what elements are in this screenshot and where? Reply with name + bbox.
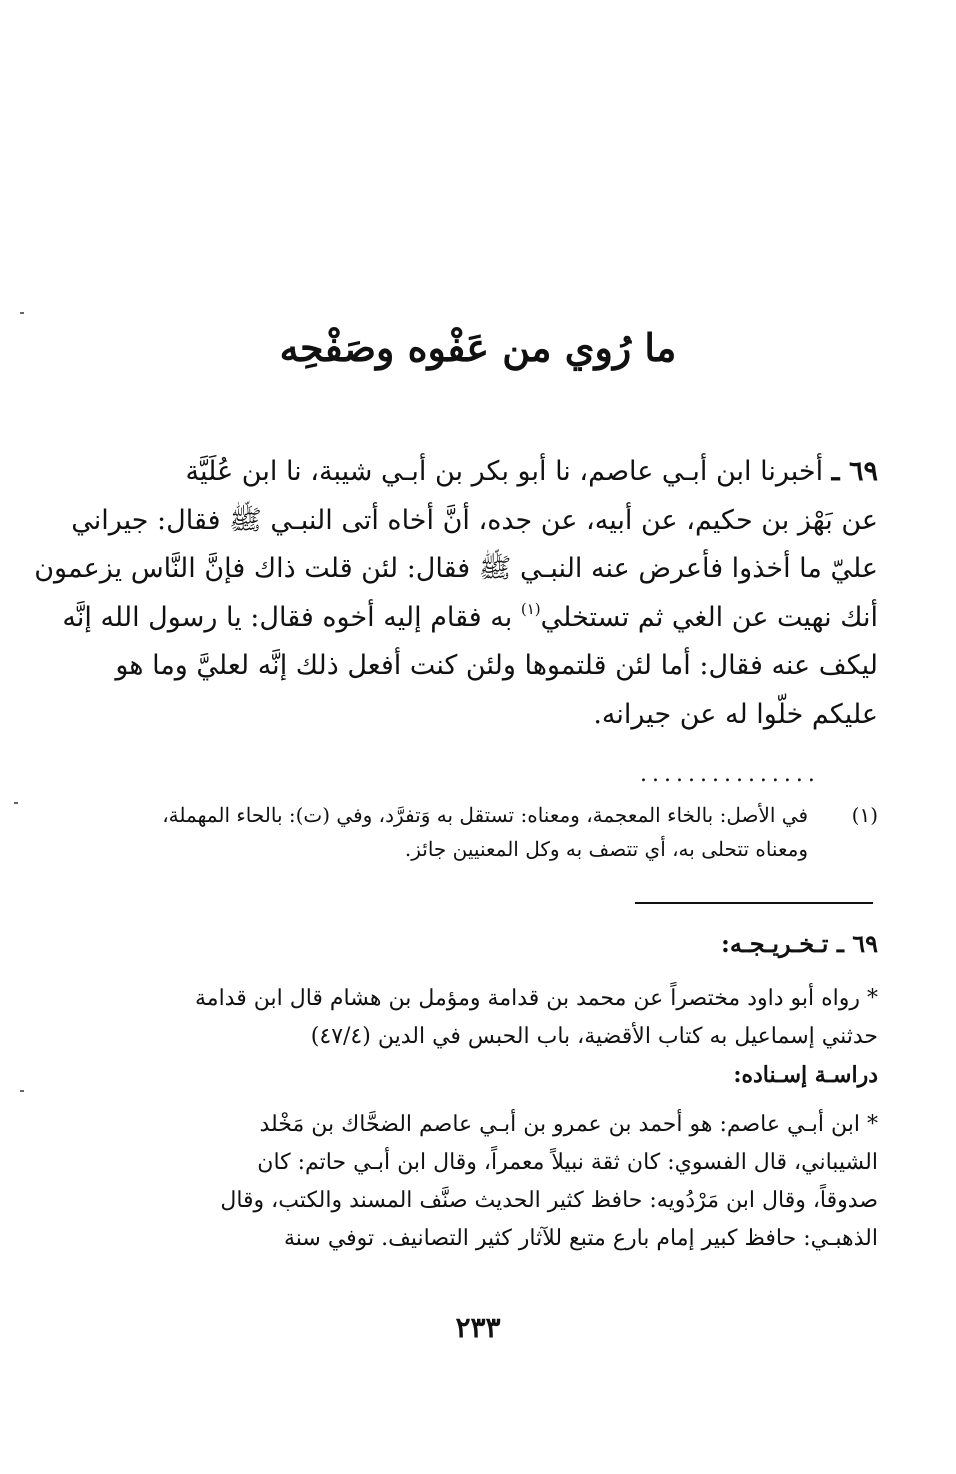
takhrij-line: * رواه أبو داود مختصراً عن محمد بن قدامة ومؤمل بن هشام قال ابن قدامة [194,986,878,1011]
spacer [118,1094,878,1106]
hadith-line: عن بَهْز بن حكيم، عن أبيه، عن جده، أنَّ أخاه أتى النبـي ﷺ فقال: جيراني [71,504,878,536]
isnad-heading: دراسـة إسـناده: [733,1062,878,1088]
footnote-separator-dots: ............... [640,762,820,787]
hadith-line: ليكف عنه فقال: أما لئن قلتموها ولئن كنت أفعل ذلك إنَّه لعليَّ وما هو [115,650,878,682]
margin-speck [20,1090,24,1092]
footnote-reference: (١) [520,599,541,618]
footnote [118,798,878,866]
section-divider [635,902,873,904]
takhrij-line: حدثني إسماعيل به كتاب الأقضية، باب الحبس في الدين (٤٧/٤) [310,1024,878,1049]
page-number: ٢٣٣ [455,1311,501,1344]
margin-speck [14,802,18,804]
hadith-number: ٦٩ ـ [831,456,878,487]
footnote-line [118,798,878,832]
isnad-line: * ابن أبـي عاصم: هو أحمد بن عمرو بن أبـي عاصم الضحَّاك بن مَخْلد [259,1112,878,1137]
commentary-section [118,980,878,1258]
isnad-line: الذهبـي: حافظ كبير إمام بارع متبع للآثار كثير التصانيف. توفي سنة [283,1226,878,1251]
hadith-line-text: أخبرنا ابن أبـي عاصم، نا أبو بكر بن أبـي شيبة، نا ابن عُلَيَّة [185,456,832,487]
hadith-line: عليكم خلّوا له عن جيرانه. [593,698,878,730]
hadith-line-text: أنك نهيت عن الغي ثم تستخلي [540,601,878,633]
footnote-number: (١) [851,803,878,827]
footnote-line [118,832,878,866]
footnote-text: في الأصل: بالخاء المعجمة، ومعناه: تستقل به وَتفرَّد، وفي (ت): بالحاء المهملة، [162,803,808,827]
hadith-line: عليّ ما أخذوا فأعرض عنه النبـي ﷺ فقال: لئن قلت ذاك فإنَّ النَّاس يزعمون [34,553,878,585]
takhrij-heading: ٦٩ ـ تـخـريـجـه: [721,929,878,958]
isnad-line: صدوقاً، وقال ابن مَرْدُويه: حافظ كثير الحديث صنَّف المسند والكتب، وقال [220,1188,878,1213]
footnote-text: ومعناه تتحلى به، أي تتصف به وكل المعنيين جائز. [404,837,808,861]
hadith-line [118,448,878,497]
footnote-number-spacer [808,832,878,866]
hadith-line-text: به فقام إليه أخوه فقال: يا رسول الله إنَّه [62,601,521,633]
hadith-line [62,594,878,643]
isnad-line: الشيباني، قال الفسوي: كان ثقة نبيلاً معمراً، وقال ابن أبـي حاتم: كان [257,1150,878,1175]
hadith-text [34,448,878,740]
margin-speck [20,312,24,314]
chapter-title: ما رُوي من عَفْوه وصَفْحِه [279,325,677,370]
